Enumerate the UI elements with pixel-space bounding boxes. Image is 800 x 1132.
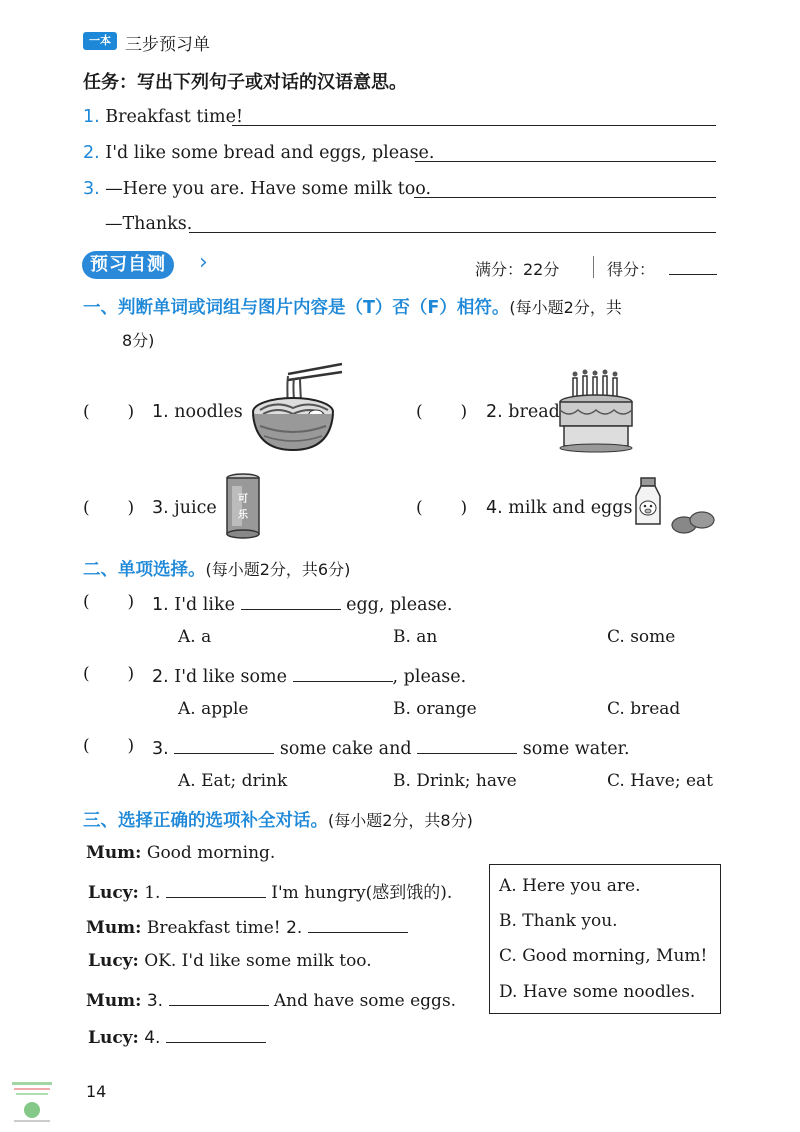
answer-paren-s2-2[interactable]: ( ) <box>83 664 135 684</box>
answer-paren-s1-2[interactable]: ( ) <box>416 402 468 422</box>
answer-paren-s1-1[interactable]: ( ) <box>83 402 135 422</box>
blank[interactable] <box>308 914 408 933</box>
answer-line-2[interactable] <box>415 161 716 162</box>
dialogue-line-3: Mum: Breakfast time! 2. <box>86 914 408 938</box>
s1-item-3: 3. juice <box>152 498 217 518</box>
birthday-cake-icon <box>558 368 636 454</box>
answer-line-3[interactable] <box>414 197 716 198</box>
dialogue-line-5: Mum: 3. And have some eggs. <box>86 987 456 1011</box>
s1-item-4: 4. milk and eggs <box>486 498 633 518</box>
blank[interactable] <box>417 735 517 754</box>
s3-option-d[interactable]: D. Have some noodles. <box>499 982 696 1002</box>
task-item-2: 2. I'd like some bread and eggs, please. <box>83 143 435 163</box>
blank[interactable] <box>293 663 393 682</box>
task-label: 任务：写出下列句子或对话的汉语意思。 <box>83 72 407 93</box>
answer-paren-s2-3[interactable]: ( ) <box>83 736 135 756</box>
section1-note: 8分) <box>122 331 155 350</box>
s2-q3-option-c[interactable]: C. Have; eat <box>607 771 713 791</box>
svg-text:乐: 乐 <box>238 510 248 521</box>
s3-option-b[interactable]: B. Thank you. <box>499 911 618 931</box>
answer-paren-s2-1[interactable]: ( ) <box>83 592 135 612</box>
dialogue-line-4: Lucy: OK. I'd like some milk too. <box>88 951 372 971</box>
score-input-line[interactable] <box>669 274 717 275</box>
task-item-4: —Thanks. <box>105 214 193 234</box>
s2-q3-option-a[interactable]: A. Eat; drink <box>178 771 288 791</box>
noodles-bowl-icon <box>248 362 343 454</box>
section2-title: 二、单项选择。(每小题2分，共6分) <box>83 560 351 580</box>
answer-paren-s1-4[interactable]: ( ) <box>416 498 468 518</box>
s1-item-2: 2. bread <box>486 402 560 422</box>
s1-item-1: 1. noodles <box>152 402 243 422</box>
s3-option-c[interactable]: C. Good morning, Mum! <box>499 946 708 966</box>
answer-line-4[interactable] <box>189 232 716 233</box>
s2-q2-option-b[interactable]: B. orange <box>393 699 477 719</box>
blank[interactable] <box>174 735 274 754</box>
dialogue-line-6: Lucy: 4. <box>88 1024 266 1048</box>
s2-question-2: 2. I'd like some , please. <box>152 663 466 687</box>
header-title: 三步预习单 <box>125 35 210 55</box>
section1-title: 一、判断单词或词组与图片内容是（T）否（F）相符。(每小题2分，共 <box>83 298 622 318</box>
answer-paren-s1-3[interactable]: ( ) <box>83 498 135 518</box>
full-score: 满分：22分 <box>475 260 560 279</box>
dialogue-line-2: Lucy: 1. I'm hungry(感到饿的). <box>88 878 452 903</box>
s2-q1-option-a[interactable]: A. a <box>178 627 212 647</box>
publisher-stamp-icon <box>10 1080 54 1124</box>
blank[interactable] <box>241 591 341 610</box>
milk-bottle-icon <box>632 476 664 528</box>
s2-q1-option-b[interactable]: B. an <box>393 627 438 647</box>
chevron-right-icon: › <box>199 250 208 275</box>
s2-question-1: 1. I'd like egg, please. <box>152 591 452 615</box>
score-divider <box>593 256 594 278</box>
task-item-3: 3. —Here you are. Have some milk too. <box>83 179 432 199</box>
section3-title: 三、选择正确的选项补全对话。(每小题2分，共8分) <box>83 811 473 831</box>
page-number: 14 <box>86 1082 107 1101</box>
cola-can-icon <box>220 472 266 540</box>
s2-q1-option-c[interactable]: C. some <box>607 627 676 647</box>
answer-line-1[interactable] <box>232 125 716 126</box>
blank[interactable] <box>169 987 269 1006</box>
eggs-icon <box>670 508 716 536</box>
brand-logo: 一本 <box>83 32 117 50</box>
task-item-1: 1. Breakfast time! <box>83 107 243 127</box>
s2-q2-option-c[interactable]: C. bread <box>607 699 681 719</box>
blank[interactable] <box>166 879 266 898</box>
blank[interactable] <box>166 1024 266 1043</box>
self-test-banner: 预习自测 <box>82 251 174 279</box>
dialogue-line-1: Mum: Good morning. <box>86 843 276 863</box>
s2-q2-option-a[interactable]: A. apple <box>178 699 249 719</box>
score-label: 得分： <box>607 260 656 279</box>
s2-question-3: 3. some cake and some water. <box>152 735 630 759</box>
s3-option-a[interactable]: A. Here you are. <box>499 876 641 896</box>
svg-text:可: 可 <box>238 494 248 505</box>
s2-q3-option-b[interactable]: B. Drink; have <box>393 771 517 791</box>
